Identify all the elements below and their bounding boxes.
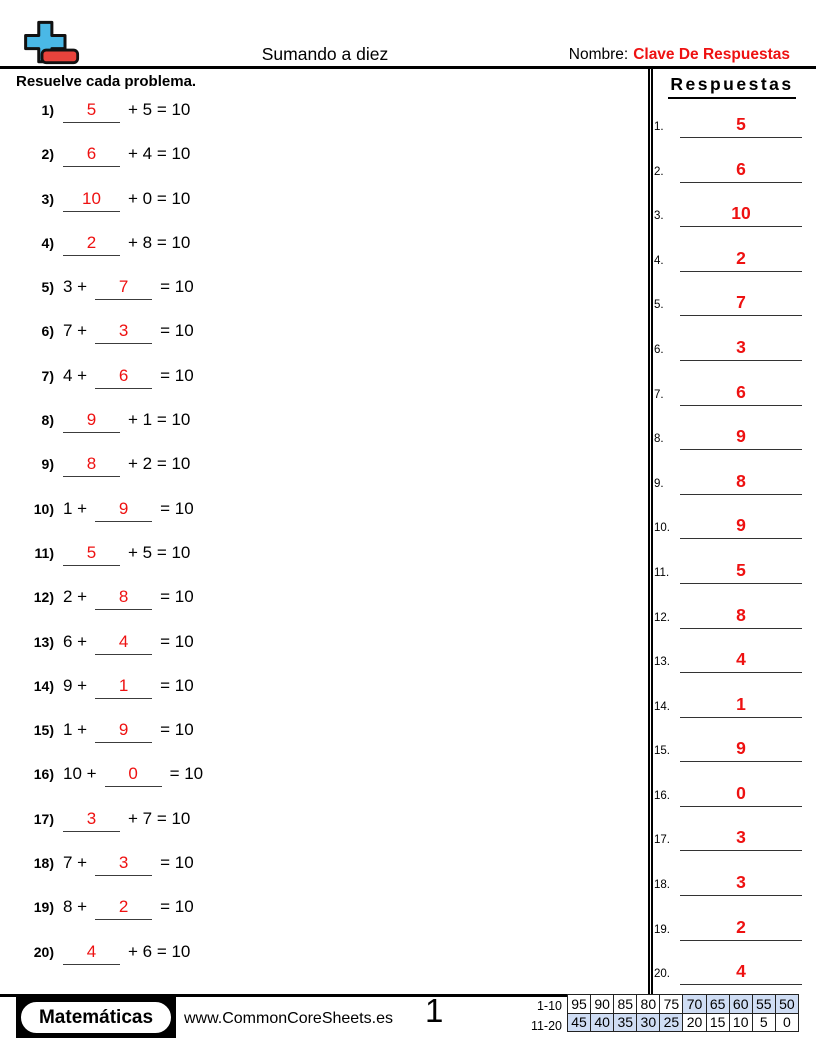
answer-line xyxy=(654,382,810,406)
answer-value-blank: 7 xyxy=(680,292,802,316)
problem-pre-operand: 3 + xyxy=(63,277,88,297)
problem-answer-blank: 0 xyxy=(105,764,162,787)
answer-number: 11. xyxy=(654,566,670,579)
answer-row xyxy=(654,142,810,187)
answer-number: 4. xyxy=(654,254,664,267)
answer-value-blank: 3 xyxy=(680,827,802,851)
problem-expression xyxy=(18,100,190,123)
problem-row xyxy=(18,86,633,130)
answer-line xyxy=(654,471,810,495)
problem-answer-blank: 6 xyxy=(95,366,152,389)
problem-answer-blank: 9 xyxy=(95,499,152,522)
problem-number: 16) xyxy=(33,766,54,783)
answer-number: 7. xyxy=(654,388,664,401)
problem-expression xyxy=(18,632,194,655)
score-range-label: 1-10 xyxy=(536,999,562,1013)
answer-number: 9. xyxy=(654,477,664,490)
problem-expression xyxy=(18,410,190,433)
problem-answer-blank: 9 xyxy=(63,410,120,433)
problem-answer-blank: 2 xyxy=(95,897,152,920)
answer-line xyxy=(654,114,810,138)
answer-row xyxy=(654,499,810,544)
answer-row xyxy=(654,900,810,945)
answer-number: 18. xyxy=(654,879,670,892)
score-cell: 75 xyxy=(660,995,683,1014)
problem-expression xyxy=(18,897,194,920)
problem-pre-operand: 8 + xyxy=(63,897,88,917)
answer-number: 5. xyxy=(654,299,664,312)
problem-row xyxy=(18,662,633,706)
problem-number: 20) xyxy=(33,943,54,960)
answer-value-blank: 3 xyxy=(680,337,802,361)
answer-number: 17. xyxy=(654,834,670,847)
problem-answer-blank: 3 xyxy=(63,809,120,832)
problem-post-expression: = 10 xyxy=(160,587,194,607)
problem-row xyxy=(18,927,633,971)
answer-number: 13. xyxy=(654,656,670,669)
problem-row xyxy=(18,484,633,528)
problem-pre-operand: 4 + xyxy=(63,365,88,385)
problem-post-expression: = 10 xyxy=(160,675,194,695)
answers-panel-title: Respuestas xyxy=(668,74,795,99)
answer-value-blank: 8 xyxy=(680,605,802,629)
problem-number: 10) xyxy=(33,500,54,517)
score-cell: 20 xyxy=(683,1013,706,1032)
answer-line xyxy=(654,560,810,584)
answer-number: 1. xyxy=(654,120,664,133)
name-line xyxy=(569,46,790,64)
score-cell: 40 xyxy=(591,1013,614,1032)
problem-row xyxy=(18,750,633,794)
problem-number: 11) xyxy=(34,544,54,561)
answer-row xyxy=(654,677,810,722)
answer-row xyxy=(654,410,810,455)
problem-expression xyxy=(18,853,194,876)
header-rule xyxy=(0,66,816,69)
problem-number: 19) xyxy=(33,899,54,916)
problem-post-expression: = 10 xyxy=(160,277,194,297)
problem-expression xyxy=(18,499,194,522)
problem-row xyxy=(18,529,633,573)
problem-number: 6) xyxy=(41,323,54,340)
problem-number: 12) xyxy=(33,589,54,606)
problem-row xyxy=(18,130,633,174)
problem-expression xyxy=(18,587,194,610)
problem-post-expression: + 5 = 10 xyxy=(128,542,191,562)
problem-answer-blank: 6 xyxy=(63,144,120,167)
answers-divider xyxy=(648,68,653,994)
answer-line xyxy=(654,783,810,807)
answer-line xyxy=(654,203,810,227)
score-cell: 95 xyxy=(568,995,591,1014)
score-cell: 50 xyxy=(775,995,798,1014)
problem-post-expression: + 5 = 10 xyxy=(128,99,191,119)
answer-value-blank: 9 xyxy=(680,515,802,539)
answer-value-blank: 10 xyxy=(680,203,802,227)
problem-post-expression: = 10 xyxy=(160,897,194,917)
score-cell: 35 xyxy=(614,1013,637,1032)
problem-number: 9) xyxy=(41,456,54,473)
problem-row xyxy=(18,396,633,440)
score-cell: 85 xyxy=(614,995,637,1014)
answers-list xyxy=(654,97,810,989)
problem-row xyxy=(18,706,633,750)
brand-logo xyxy=(16,997,176,1038)
score-cell: 70 xyxy=(683,995,706,1014)
problem-answer-blank: 4 xyxy=(63,942,120,965)
name-value: Clave De Respuestas xyxy=(633,46,790,63)
score-cell: 65 xyxy=(706,995,729,1014)
problem-number: 15) xyxy=(33,722,54,739)
answer-line xyxy=(654,426,810,450)
problem-expression xyxy=(18,233,190,256)
problem-expression xyxy=(18,543,190,566)
problem-answer-blank: 8 xyxy=(63,454,120,477)
score-cell: 0 xyxy=(775,1013,798,1032)
answer-value-blank: 5 xyxy=(680,560,802,584)
answer-row xyxy=(654,97,810,142)
problem-pre-operand: 2 + xyxy=(63,587,88,607)
problems-list xyxy=(18,86,633,972)
answer-row xyxy=(654,231,810,276)
score-cell: 5 xyxy=(752,1013,775,1032)
answer-line xyxy=(654,248,810,272)
website-url: www.CommonCoreSheets.es xyxy=(184,1010,393,1027)
answer-row xyxy=(654,722,810,767)
problem-number: 4) xyxy=(41,234,54,251)
score-range-label: 11-20 xyxy=(530,1018,562,1033)
problem-post-expression: + 7 = 10 xyxy=(128,808,191,828)
problem-row xyxy=(18,883,633,927)
score-cell: 60 xyxy=(729,995,752,1014)
answer-line xyxy=(654,872,810,896)
answer-number: 19. xyxy=(654,923,670,936)
answer-line xyxy=(654,649,810,673)
problem-number: 18) xyxy=(33,855,54,872)
answer-row xyxy=(654,811,810,856)
answer-number: 10. xyxy=(654,522,670,535)
problem-post-expression: + 4 = 10 xyxy=(128,144,191,164)
score-cell: 55 xyxy=(752,995,775,1014)
problem-row xyxy=(18,263,633,307)
problem-row xyxy=(18,839,633,883)
answer-value-blank: 9 xyxy=(680,426,802,450)
answer-row xyxy=(654,276,810,321)
problem-number: 13) xyxy=(33,633,54,650)
score-cell: 90 xyxy=(591,995,614,1014)
instruction-text: Resuelve cada problema. xyxy=(16,73,197,90)
answer-line xyxy=(654,337,810,361)
problem-answer-blank: 8 xyxy=(95,587,152,610)
problem-row xyxy=(18,440,633,484)
problem-expression xyxy=(18,366,194,389)
problem-pre-operand: 9 + xyxy=(63,675,88,695)
problem-post-expression: = 10 xyxy=(160,853,194,873)
answer-line xyxy=(654,605,810,629)
problem-expression xyxy=(18,720,194,743)
answers-panel-header xyxy=(652,74,812,99)
problem-expression xyxy=(18,676,194,699)
answer-number: 14. xyxy=(654,700,670,713)
problem-row xyxy=(18,174,633,218)
problem-answer-blank: 4 xyxy=(95,632,152,655)
worksheet-title: Sumando a diez xyxy=(261,44,389,64)
problem-pre-operand: 7 + xyxy=(63,321,88,341)
answer-number: 16. xyxy=(654,789,670,802)
problem-pre-operand: 6 + xyxy=(63,631,88,651)
answer-line xyxy=(654,694,810,718)
problem-post-expression: = 10 xyxy=(169,764,204,784)
problem-answer-blank: 10 xyxy=(63,189,120,212)
problem-post-expression: = 10 xyxy=(160,365,194,385)
answer-value-blank: 2 xyxy=(680,248,802,272)
problem-number: 5) xyxy=(41,279,54,296)
answer-row xyxy=(654,365,810,410)
problem-number: 8) xyxy=(41,412,54,429)
score-cell: 10 xyxy=(729,1013,752,1032)
problem-number: 17) xyxy=(33,810,54,827)
problem-row xyxy=(18,219,633,263)
score-cell: 25 xyxy=(660,1013,683,1032)
score-row xyxy=(568,995,799,1014)
problem-post-expression: + 1 = 10 xyxy=(128,410,191,430)
problem-post-expression: = 10 xyxy=(160,631,194,651)
answer-row xyxy=(654,633,810,678)
problem-row xyxy=(18,573,633,617)
answer-value-blank: 4 xyxy=(680,649,802,673)
answer-row xyxy=(654,766,810,811)
problem-number: 3) xyxy=(41,190,54,207)
problem-pre-operand: 1 + xyxy=(63,498,88,518)
answer-row xyxy=(654,945,810,990)
answer-number: 12. xyxy=(654,611,670,624)
answer-value-blank: 1 xyxy=(680,694,802,718)
problem-row xyxy=(18,307,633,351)
answer-number: 15. xyxy=(654,745,670,758)
problem-expression xyxy=(18,454,190,477)
problem-expression xyxy=(18,144,190,167)
answer-value-blank: 6 xyxy=(680,159,802,183)
score-range-labels xyxy=(498,997,562,1036)
problem-row xyxy=(18,794,633,838)
problem-pre-operand: 1 + xyxy=(63,720,88,740)
problem-post-expression: + 6 = 10 xyxy=(128,941,191,961)
answer-row xyxy=(654,454,810,499)
problem-answer-blank: 7 xyxy=(95,277,152,300)
problem-answer-blank: 2 xyxy=(63,233,120,256)
answer-line xyxy=(654,738,810,762)
problem-pre-operand: 7 + xyxy=(63,853,88,873)
problem-number: 2) xyxy=(41,146,54,163)
answer-value-blank: 5 xyxy=(680,114,802,138)
score-cell: 15 xyxy=(706,1013,729,1032)
answer-number: 20. xyxy=(654,968,670,981)
score-table xyxy=(567,994,799,1032)
answer-line xyxy=(654,292,810,316)
problem-post-expression: = 10 xyxy=(160,498,194,518)
answer-row xyxy=(654,543,810,588)
answer-value-blank: 4 xyxy=(680,961,802,985)
problem-answer-blank: 1 xyxy=(95,676,152,699)
answer-number: 2. xyxy=(654,165,664,178)
answer-line xyxy=(654,961,810,985)
answer-line xyxy=(654,917,810,941)
problem-expression xyxy=(18,321,194,344)
problem-answer-blank: 5 xyxy=(63,100,120,123)
answer-number: 6. xyxy=(654,343,664,356)
problem-post-expression: + 2 = 10 xyxy=(128,454,191,474)
answer-line xyxy=(654,515,810,539)
problem-post-expression: + 8 = 10 xyxy=(128,232,191,252)
answer-row xyxy=(654,320,810,365)
answer-number: 8. xyxy=(654,433,664,446)
brand-logo-text: Matemáticas xyxy=(19,1000,173,1035)
answer-row xyxy=(654,588,810,633)
problem-answer-blank: 3 xyxy=(95,853,152,876)
problem-answer-blank: 3 xyxy=(95,321,152,344)
answer-value-blank: 2 xyxy=(680,917,802,941)
problem-row xyxy=(18,617,633,661)
answer-value-blank: 9 xyxy=(680,738,802,762)
answer-value-blank: 8 xyxy=(680,471,802,495)
answer-row xyxy=(654,855,810,900)
problem-expression xyxy=(18,277,194,300)
problem-row xyxy=(18,351,633,395)
problem-number: 1) xyxy=(41,101,54,118)
score-cell: 30 xyxy=(637,1013,660,1032)
answer-line xyxy=(654,827,810,851)
score-cell: 80 xyxy=(637,995,660,1014)
name-label: Nombre: xyxy=(568,46,629,63)
answer-value-blank: 3 xyxy=(680,872,802,896)
problem-expression xyxy=(18,764,203,787)
problem-answer-blank: 5 xyxy=(63,543,120,566)
problem-expression xyxy=(18,189,190,212)
answer-value-blank: 6 xyxy=(680,382,802,406)
problem-number: 14) xyxy=(33,677,54,694)
answer-value-blank: 0 xyxy=(680,783,802,807)
problem-post-expression: = 10 xyxy=(160,720,194,740)
answer-number: 3. xyxy=(654,210,664,223)
problem-pre-operand: 10 + xyxy=(63,764,97,784)
score-cell: 45 xyxy=(568,1013,591,1032)
problem-expression xyxy=(18,942,190,965)
problem-post-expression: + 0 = 10 xyxy=(128,188,191,208)
problem-answer-blank: 9 xyxy=(95,720,152,743)
problem-number: 7) xyxy=(41,367,54,384)
page-number: 1 xyxy=(425,992,444,1029)
score-row xyxy=(568,1013,799,1032)
problem-post-expression: = 10 xyxy=(160,321,194,341)
answer-line xyxy=(654,159,810,183)
answer-row xyxy=(654,187,810,232)
problem-expression xyxy=(18,809,190,832)
